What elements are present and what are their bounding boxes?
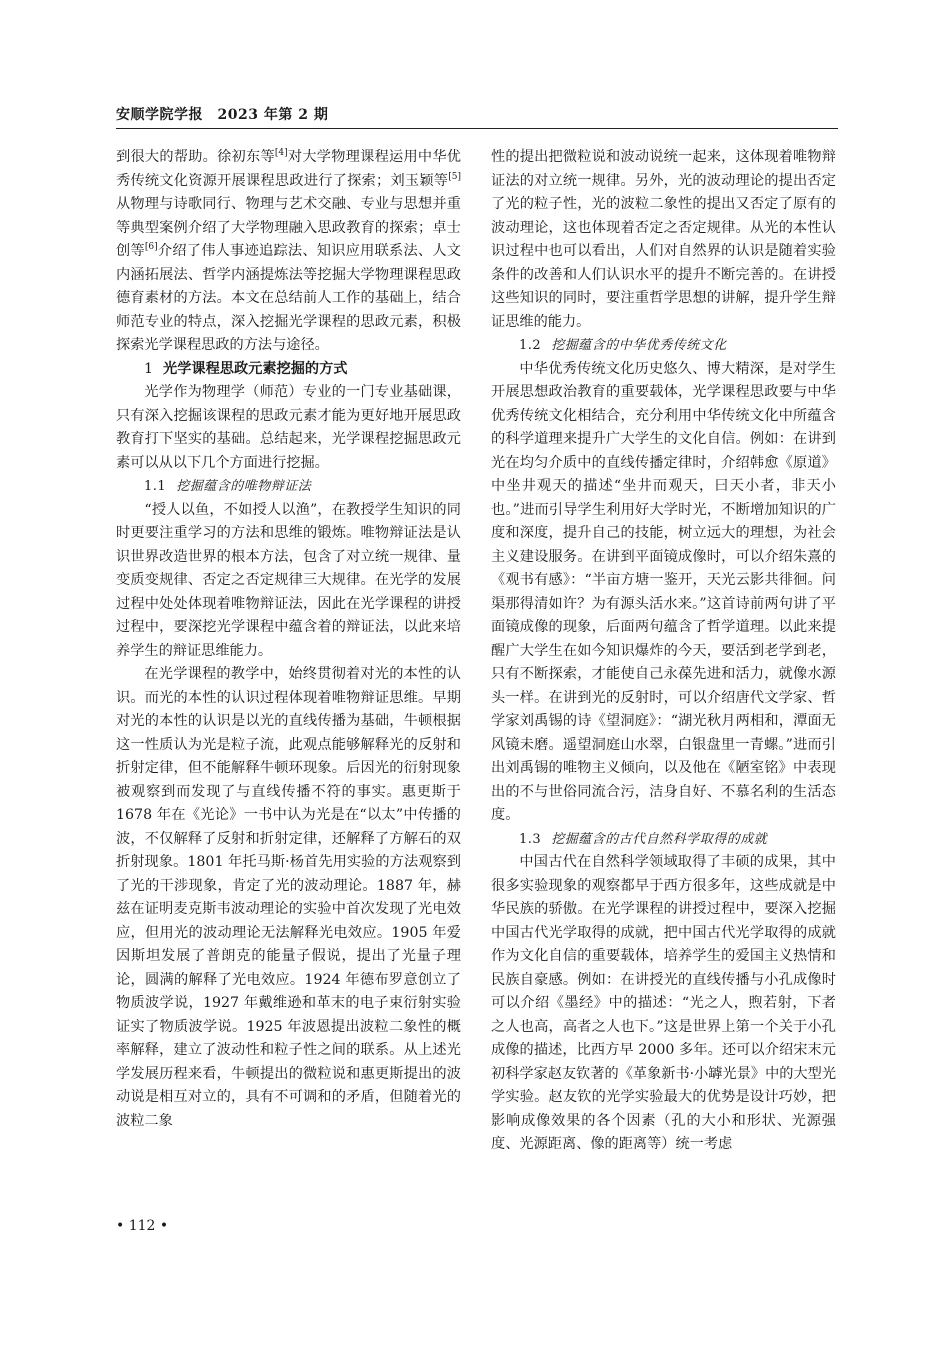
section-1-1-heading: 1.1 挖掘蕴含的唯物辩证法 xyxy=(144,479,312,494)
section-1-3-paragraph: 中国古代在自然科学领域取得了丰硕的成果，其中很多实验现象的观察都早于西方很多年，这些成就是中华民族的骄傲。在光学课程的讲授过程中，要深入挖掘中国古代光学取得的成就，把中国古代光学取得的成就作为文化自信的重要载体，培养学生的爱国主义热情和民族自豪感。例如：在讲授光的直线传播与小孔成像时可以介绍《墨经》中的描述：“光之人，煦若射，下者之人也高，高者之人也下。”这是世界上第一个关于小孔成像的描述，比西方早 2000 多年。还可以介绍宋末元初科学家赵友钦著的《革象新书·小罅光景》中的大型光学实验。赵友钦的光学实验最大的优势是设计巧妙，把影响成像效果的各个因素（孔的大小和形状、光源强度、光源距离、像的距离等）统一考虑 xyxy=(491,854,837,1152)
section-1-heading: 1 光学课程思政元素挖掘的方式 xyxy=(144,360,348,377)
citation-5: [5] xyxy=(448,171,461,182)
journal-header: 安顺学院学报 2023 年第 2 期 xyxy=(116,107,329,123)
section-1-2-heading: 1.2 挖掘蕴含的中华优秀传统文化 xyxy=(519,338,727,353)
header-divider xyxy=(116,128,838,129)
citation-6: [6] xyxy=(144,242,158,252)
section-1-2-paragraph: 中华优秀传统文化历史悠久、博大精深，是对学生开展思想政治教育的重要载体，光学课程思政要与中华优秀传统文化相结合，充分利用中华传统文化中所蕴含的科学道理来提升广大学生的文化自信。例如：在讲到光在均匀介质中的直线传播定律时，介绍韩愈《原道》中坐井观天的描述“坐井而观天，曰天小者，非天小也。”进而引导学生利用好大学时光，不断增加知识的广度和深度，提升自己的技能，树立远大的理想，为社会主义建设服务。在讲到平面镜成像时，可以介绍朱熹的《观书有感》：“半亩方塘一鉴开，天光云影共徘徊。问渠那得清如许？为有源头活水来。”这首诗前两句讲了平面镜成像的现象，后面两句蕴含了哲学道理。以此来提醒广大学生在如今知识爆炸的今天，要活到老学到老，只有不断探索，才能使自己永葆先进和活力，就像水源头一样。在讲到光的反射时，可以介绍唐代文学家、哲学家刘禹锡的诗《望洞庭》：“湖光秋月两相和，潭面无风镜未磨。遥望洞庭山水翠，白银盘里一青螺。”进而引出刘禹锡的唯物主义倾向，以及他在《陋室铭》中表现出的不与世俗同流合污，洁身自好、不慕名利的生活态度。 xyxy=(491,360,836,823)
section-1-1-paragraph-2: 在光学课程的教学中，始终贯彻着对光的本性的认识。而光的本性的认识过程体现着唯物辩证思维。早期对光的本性的认识是以光的直线传播为基础，牛顿根据这一性质认为光是粒子流，此观点能够解释光的反射和折射定律，但不能解释牛顿环现象。后因光的衍射现象被观察到而发现了与直线传播不符的事实。惠更斯于 1678 年在《光论》一书中认为光是在“以太”中传播的波，不仅解释了反射和折射定律，还解释了方解石的双折射现象。1801 年托马斯·杨首先用实验的方法观察到了光的干涉现象，肯定了光的波动理论。1887 年，赫兹在证明麦克斯韦波动理论的实验中首次发现了光电效应，但用光的波动理论无法解释光电效应。1905 年爱因斯坦发展了普朗克的能量子假说，提出了光量子理论，圆满的解释了光电效应。1924 年德布罗意创立了物质波学说，1927 年戴维逊和革末的电子束衍射实验证实了物质波学说。1925 年波恩提出波粒二象性的概率解释，建立了波动性和粒子性之间的联系。从上述光学发展历程来看，牛顿提出的微粒说和惠更斯提出的波动说是相互对立的，具有不可调和的矛盾，但随着光的波粒二象 xyxy=(116,666,461,1129)
left-column xyxy=(116,146,461,1133)
citation-4: [4] xyxy=(274,148,288,158)
right-column xyxy=(491,146,836,1157)
page-number: • 112 • xyxy=(116,1218,169,1234)
section-1-3-heading: 1.3 挖掘蕴含的古代自然科学取得的成就 xyxy=(519,831,768,847)
intro-paragraph: 到很大的帮助。徐初东等[4]对大学物理课程运用中华优秀传统文化资源开展课程思政进行了探索；刘玉颖等[5]从物理与诗歌同行、物理与艺术交融、专业与思想并重等典型案例介绍了大学物理融入思政教育的探索；卓士创等[6]介绍了伟人事迹追踪法、知识应用联系法、人文内涵拓展法、哲学内涵提炼法等挖掘大学物理课程思政德育素材的方法。本文在总结前人工作的基础上，结合师范专业的特点，深入挖掘光学课程的思政元素，积极探索光学课程思政的方法与途径。 xyxy=(116,148,461,353)
section-1-1-paragraph-2-cont: 性的提出把微粒说和波动说统一起来，这体现着唯物辩证法的对立统一规律。另外，光的波动理论的提出否定了光的粒子性，光的波粒二象性的提出又否定了原有的波动理论，这也体现着否定之否定规律。从光的本性认识过程中也可以看出，人们对自然界的认识是随着实验条件的改善和人们认识水平的提升不断完善的。在讲授这些知识的同时，要注重哲学思想的讲解，提升学生辩证思维的能力。 xyxy=(491,149,836,330)
section-1-1-paragraph-1: “授人以鱼，不如授人以渔”，在教授学生知识的同时更要注重学习的方法和思维的锻炼。唯物辩证法是认识世界改造世界的根本方法，包含了对立统一规律、量变质变规律、否定之否定规律三大规律。在光学的发展过程中处处体现着唯物辩证法，因此在光学课程的讲授过程中，要深挖光学课程中蕴含着的辩证法，以此来培养学生的辩证思维能力。 xyxy=(116,501,461,659)
section-1-paragraph: 光学作为物理学（师范）专业的一门专业基础课，只有深入挖掘该课程的思政元素才能为更好地开展思政教育打下坚实的基础。总结起来，光学课程挖掘思政元素可以从以下几个方面进行挖掘。 xyxy=(116,384,461,471)
